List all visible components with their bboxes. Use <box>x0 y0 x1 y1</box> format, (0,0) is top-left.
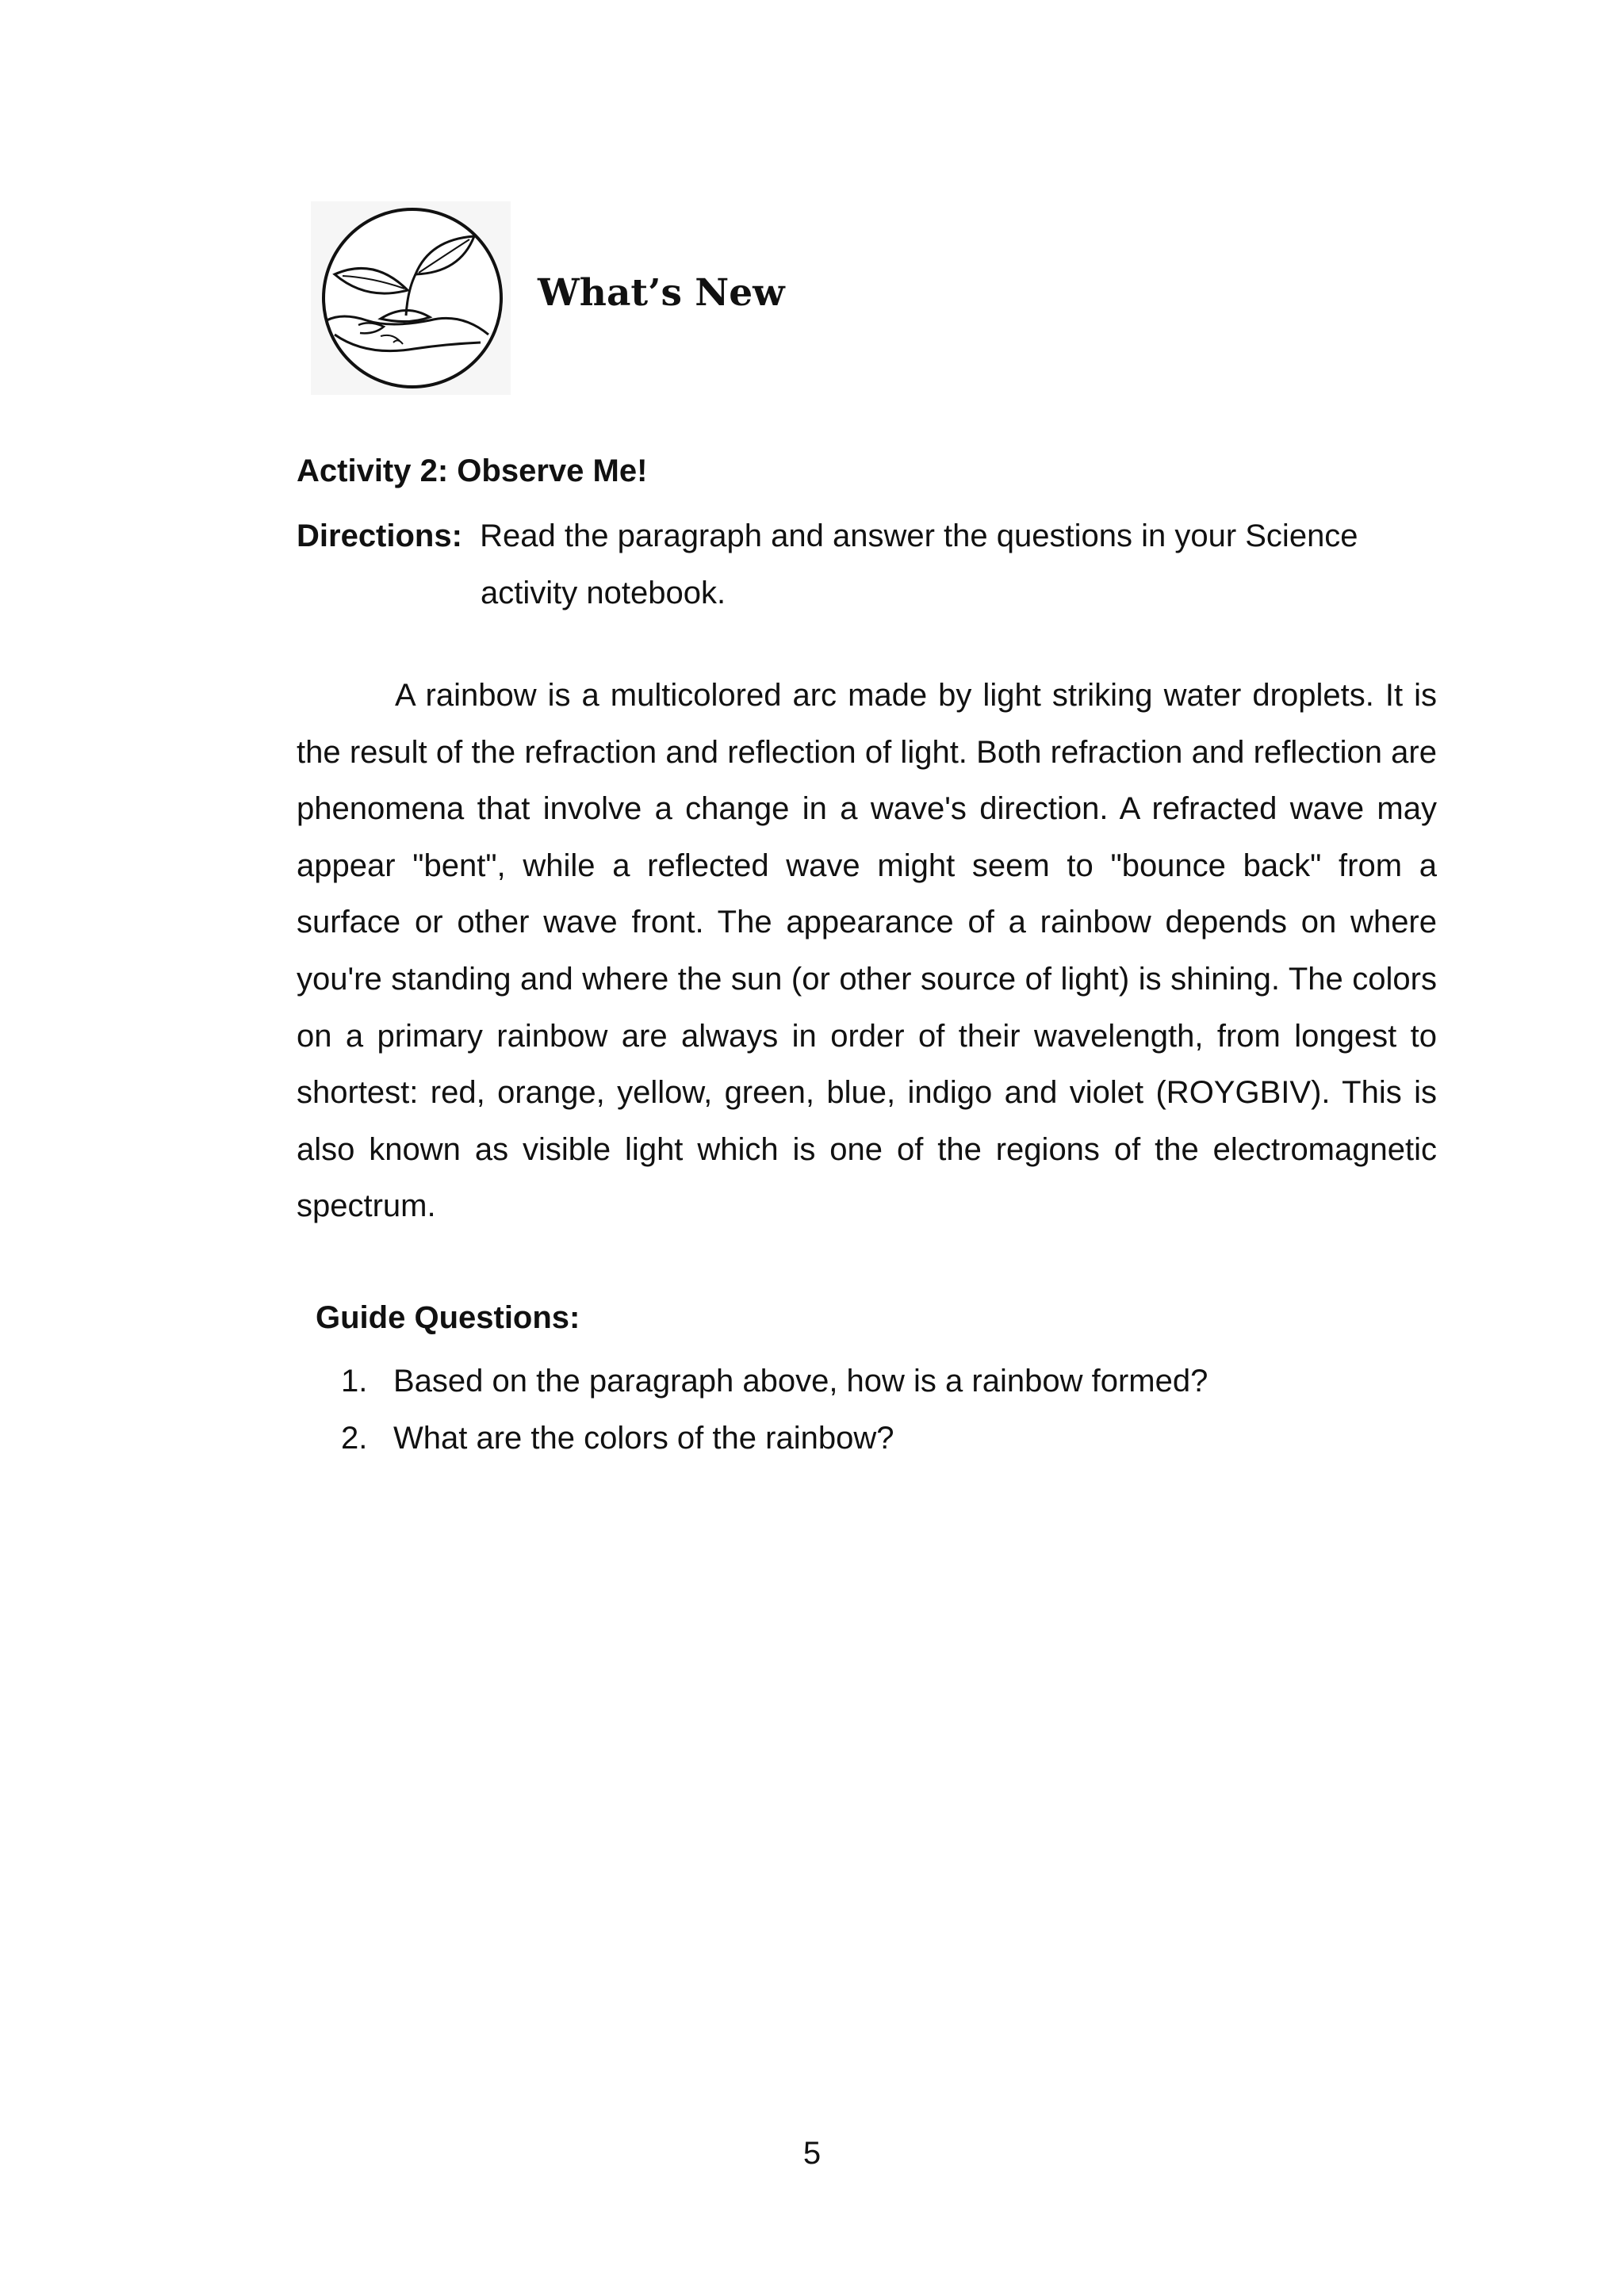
section-title: What’s New <box>538 271 785 315</box>
reading-paragraph: A rainbow is a multicolored arc made by light striking water droplets. It is the result of the refraction and reflection of light. Both refraction and reflection are phenomena that involve a change in a wave's direction. A refracted wave may appear "bent", while a reflected wave might seem to "bounce back" from a surface or other wave front. The appearance of a rainbow depends on where you're standing and where the sun (or other source of light) is shining. The colors on a primary rainbow are always in order of their wavelength, from longest to shortest: red, orange, yellow, green, blue, indigo and violet (ROYGBIV). This is also known as visible light which is one of the regions of the electromagnetic spectrum. <box>297 678 1437 1224</box>
directions <box>297 507 1438 622</box>
directions-label: Directions: <box>297 519 462 553</box>
page-number: 5 <box>802 2136 822 2171</box>
directions-text-line2: activity notebook. <box>481 576 726 610</box>
question-number: 1. <box>341 1364 368 1399</box>
question-number: 2. <box>341 1421 368 1456</box>
question-text: Based on the paragraph above, how is a rainbow formed? <box>393 1364 1208 1399</box>
list-item <box>341 1410 1208 1467</box>
guide-questions-title: Guide Questions: <box>316 1300 580 1335</box>
directions-text-line1: Read the paragraph and answer the questions in your Science <box>480 519 1358 553</box>
guide-questions-list <box>341 1353 1208 1467</box>
list-item <box>341 1353 1208 1410</box>
activity-title: Activity 2: Observe Me! <box>297 453 648 488</box>
hand-holding-seedling-icon <box>311 201 511 395</box>
question-text: What are the colors of the rainbow? <box>393 1421 894 1456</box>
